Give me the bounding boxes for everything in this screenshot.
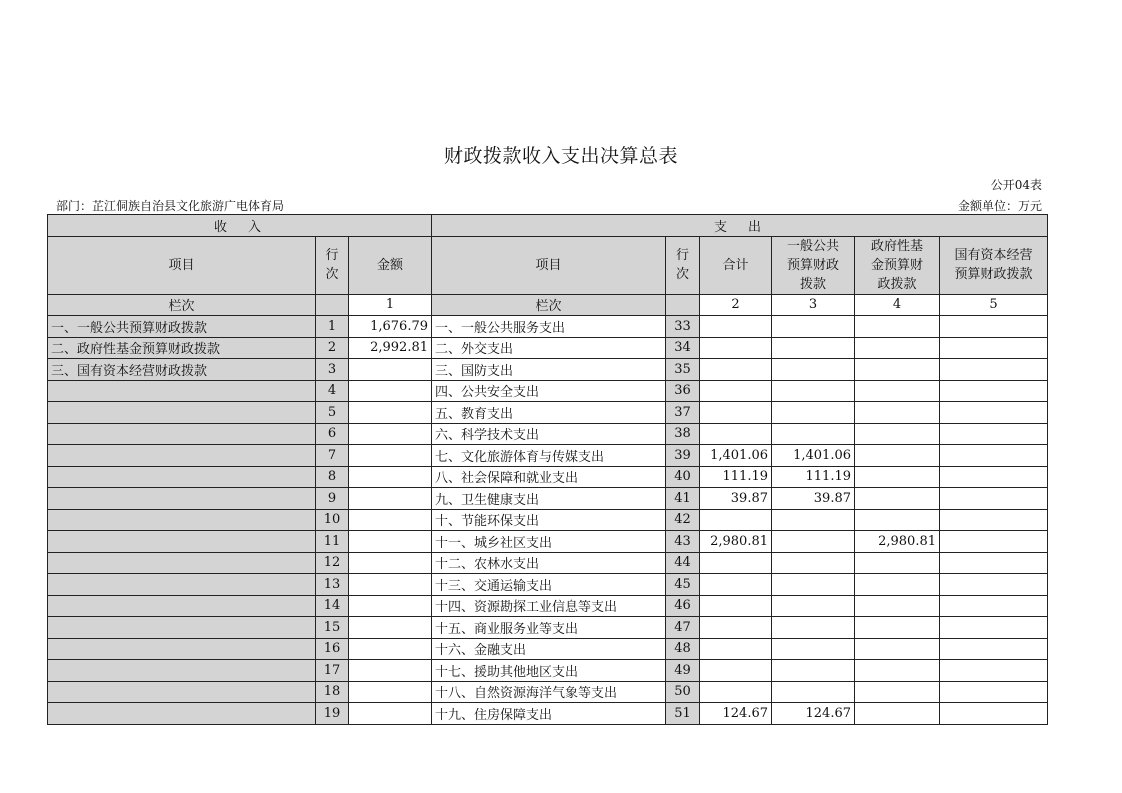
expense-rowno-cell: 41 xyxy=(666,488,700,510)
gov-fund-cell xyxy=(855,595,940,617)
general-budget-cell xyxy=(772,316,855,338)
state-capital-cell xyxy=(940,359,1048,381)
income-item-cell xyxy=(48,638,316,660)
table-row xyxy=(48,380,1048,402)
expense-rowno-header xyxy=(666,236,700,294)
income-rowno-cell: 4 xyxy=(316,380,349,402)
income-rowno-cell: 3 xyxy=(316,359,349,381)
expense-item-cell: 七、文化旅游体育与传媒支出 xyxy=(432,445,666,467)
general-budget-cell xyxy=(772,509,855,531)
expense-rowno-cell: 48 xyxy=(666,638,700,660)
state-capital-cell xyxy=(940,509,1048,531)
income-rowno-cell: 6 xyxy=(316,423,349,445)
income-item-cell xyxy=(48,617,316,639)
income-item-cell: 二、政府性基金预算财政拨款 xyxy=(48,337,316,359)
expense-item-cell: 十四、资源勘探工业信息等支出 xyxy=(432,595,666,617)
expense-rowno-cell: 51 xyxy=(666,703,700,725)
general-budget-cell: 1,401.06 xyxy=(772,445,855,467)
income-rowno-cell: 9 xyxy=(316,488,349,510)
expense-item-cell: 一、一般公共服务支出 xyxy=(432,316,666,338)
expense-rowno-cell: 38 xyxy=(666,423,700,445)
gov-fund-cell xyxy=(855,681,940,703)
state-capital-cell xyxy=(940,681,1048,703)
total-cell xyxy=(700,660,772,682)
income-rowno-cell: 19 xyxy=(316,703,349,725)
state-capital-cell xyxy=(940,380,1048,402)
general-budget-cell xyxy=(772,574,855,596)
expense-rowno-cell: 44 xyxy=(666,552,700,574)
state-capital-cell xyxy=(940,423,1048,445)
general-budget-cell xyxy=(772,617,855,639)
income-amount-cell xyxy=(349,445,432,467)
income-amount-cell xyxy=(349,681,432,703)
expense-item-cell: 三、国防支出 xyxy=(432,359,666,381)
col-number-3: 3 xyxy=(772,294,855,316)
income-item-cell xyxy=(48,423,316,445)
gov-fund-cell xyxy=(855,660,940,682)
expense-rowno-cell: 40 xyxy=(666,466,700,488)
table-row xyxy=(48,488,1048,510)
income-amount-cell xyxy=(349,466,432,488)
expense-rowno-cell: 46 xyxy=(666,595,700,617)
expense-rowno-cell: 33 xyxy=(666,316,700,338)
total-cell xyxy=(700,359,772,381)
total-cell: 1,401.06 xyxy=(700,445,772,467)
income-item-cell xyxy=(48,488,316,510)
income-item-cell xyxy=(48,681,316,703)
income-item-cell xyxy=(48,531,316,553)
general-budget-text: 一般公共预算财政拨款 xyxy=(786,238,839,292)
total-cell: 124.67 xyxy=(700,703,772,725)
total-header: 合计 xyxy=(700,236,772,294)
expense-item-cell: 四、公共安全支出 xyxy=(432,380,666,402)
expense-rowno-cell: 50 xyxy=(666,681,700,703)
expense-item-cell: 十二、农林水支出 xyxy=(432,552,666,574)
state-capital-cell xyxy=(940,660,1048,682)
state-capital-cell xyxy=(940,316,1048,338)
expense-item-cell: 九、卫生健康支出 xyxy=(432,488,666,510)
header-row-column-numbers xyxy=(48,294,1048,316)
income-item-cell xyxy=(48,445,316,467)
income-amount-cell xyxy=(349,552,432,574)
total-cell xyxy=(700,423,772,445)
gov-fund-cell xyxy=(855,423,940,445)
total-cell xyxy=(700,681,772,703)
total-cell: 2,980.81 xyxy=(700,531,772,553)
income-amount-cell xyxy=(349,402,432,424)
income-amount-cell xyxy=(349,660,432,682)
total-cell xyxy=(700,574,772,596)
income-rowno-cell: 12 xyxy=(316,552,349,574)
income-rowno-cell: 5 xyxy=(316,402,349,424)
expense-item-cell: 八、社会保障和就业支出 xyxy=(432,466,666,488)
income-rowno-cell: 15 xyxy=(316,617,349,639)
gov-fund-cell xyxy=(855,402,940,424)
gov-fund-cell xyxy=(855,617,940,639)
total-cell xyxy=(700,638,772,660)
income-amount-cell xyxy=(349,380,432,402)
gov-fund-cell xyxy=(855,703,940,725)
state-capital-cell xyxy=(940,402,1048,424)
table-row xyxy=(48,638,1048,660)
general-budget-header xyxy=(772,236,855,294)
table-row xyxy=(48,660,1048,682)
gov-fund-cell: 2,980.81 xyxy=(855,531,940,553)
total-cell xyxy=(700,337,772,359)
expense-header: 支 出 xyxy=(432,215,1048,237)
expense-rowno-cell: 45 xyxy=(666,574,700,596)
total-cell xyxy=(700,380,772,402)
total-cell xyxy=(700,402,772,424)
col-number-2: 2 xyxy=(700,294,772,316)
expense-rowno-cell: 36 xyxy=(666,380,700,402)
gov-fund-cell xyxy=(855,380,940,402)
gov-fund-cell xyxy=(855,509,940,531)
general-budget-cell xyxy=(772,531,855,553)
expense-item-cell: 二、外交支出 xyxy=(432,337,666,359)
expense-rowno-cell: 37 xyxy=(666,402,700,424)
table-row xyxy=(48,703,1048,725)
income-item-cell xyxy=(48,552,316,574)
expense-item-cell: 十五、商业服务业等支出 xyxy=(432,617,666,639)
income-rowno-cell: 8 xyxy=(316,466,349,488)
unit-label: 金额单位：万元 xyxy=(957,199,1042,213)
income-rowno-cell: 11 xyxy=(316,531,349,553)
expense-item-cell: 十八、自然资源海洋气象等支出 xyxy=(432,681,666,703)
income-amount-cell xyxy=(349,488,432,510)
table-row xyxy=(48,359,1048,381)
total-cell xyxy=(700,617,772,639)
expense-rowno-cell: 39 xyxy=(666,445,700,467)
income-rowno-cell: 16 xyxy=(316,638,349,660)
table-row xyxy=(48,445,1048,467)
income-amount-cell xyxy=(349,509,432,531)
state-capital-cell xyxy=(940,638,1048,660)
income-amount-cell xyxy=(349,359,432,381)
state-capital-cell xyxy=(940,488,1048,510)
expense-item-cell: 十三、交通运输支出 xyxy=(432,574,666,596)
gov-fund-cell xyxy=(855,574,940,596)
general-budget-cell xyxy=(772,638,855,660)
income-rowno-cell: 14 xyxy=(316,595,349,617)
income-amount-cell xyxy=(349,423,432,445)
gov-fund-text: 政府性基金预算财政拨款 xyxy=(870,238,923,292)
income-item-cell xyxy=(48,402,316,424)
table-row xyxy=(48,423,1048,445)
income-item-cell xyxy=(48,660,316,682)
general-budget-cell xyxy=(772,552,855,574)
gov-fund-cell xyxy=(855,488,940,510)
income-amount-cell xyxy=(349,638,432,660)
general-budget-cell xyxy=(772,595,855,617)
income-rowno-cell: 7 xyxy=(316,445,349,467)
income-item-cell xyxy=(48,703,316,725)
state-capital-cell xyxy=(940,595,1048,617)
department-label: 部门：芷江侗族自治县文化旅游广电体育局 xyxy=(56,199,285,213)
expense-item-cell: 五、教育支出 xyxy=(432,402,666,424)
income-amount-cell xyxy=(349,574,432,596)
income-header: 收 入 xyxy=(48,215,432,237)
income-rowno-cell: 13 xyxy=(316,574,349,596)
expense-item-cell: 十、节能环保支出 xyxy=(432,509,666,531)
total-cell xyxy=(700,316,772,338)
expense-column-blank xyxy=(666,294,700,316)
general-budget-cell xyxy=(772,423,855,445)
col-number-5: 5 xyxy=(940,294,1048,316)
general-budget-cell xyxy=(772,681,855,703)
income-item-cell xyxy=(48,380,316,402)
table-row xyxy=(48,552,1048,574)
table-row xyxy=(48,316,1048,338)
income-rowno-header xyxy=(316,236,349,294)
general-budget-cell: 39.87 xyxy=(772,488,855,510)
state-capital-cell xyxy=(940,337,1048,359)
table-row xyxy=(48,509,1048,531)
income-column-blank xyxy=(316,294,349,316)
income-column-label: 栏次 xyxy=(48,294,316,316)
expense-item-cell: 十九、住房保障支出 xyxy=(432,703,666,725)
income-amount-header: 金额 xyxy=(349,236,432,294)
expense-item-cell: 十七、援助其他地区支出 xyxy=(432,660,666,682)
expense-column-label: 栏次 xyxy=(432,294,666,316)
income-item-cell xyxy=(48,574,316,596)
income-rowno-cell: 18 xyxy=(316,681,349,703)
gov-fund-cell xyxy=(855,316,940,338)
total-cell xyxy=(700,595,772,617)
table-code: 公开04表 xyxy=(990,178,1042,192)
general-budget-cell xyxy=(772,380,855,402)
col-number-4: 4 xyxy=(855,294,940,316)
income-amount-cell xyxy=(349,617,432,639)
income-rowno-cell: 1 xyxy=(316,316,349,338)
income-rowno-cell: 2 xyxy=(316,337,349,359)
gov-fund-cell xyxy=(855,337,940,359)
general-budget-cell xyxy=(772,359,855,381)
table-row xyxy=(48,531,1048,553)
header-row-columns xyxy=(48,236,1048,294)
expense-item-header: 项目 xyxy=(432,236,666,294)
state-capital-cell xyxy=(940,531,1048,553)
table-row xyxy=(48,402,1048,424)
gov-fund-cell xyxy=(855,359,940,381)
expense-item-cell: 十一、城乡社区支出 xyxy=(432,531,666,553)
page-title: 财政拨款收入支出决算总表 xyxy=(443,145,678,167)
expense-rowno-cell: 42 xyxy=(666,509,700,531)
income-item-cell xyxy=(48,466,316,488)
gov-fund-cell xyxy=(855,552,940,574)
gov-fund-cell xyxy=(855,466,940,488)
table-row xyxy=(48,681,1048,703)
table-row xyxy=(48,595,1048,617)
budget-summary-table xyxy=(47,214,1048,725)
state-capital-cell xyxy=(940,445,1048,467)
income-amount-cell xyxy=(349,531,432,553)
state-capital-cell xyxy=(940,552,1048,574)
rowno-text: 行次 xyxy=(675,248,689,282)
total-cell xyxy=(700,509,772,531)
header-row-sections xyxy=(48,215,1048,237)
general-budget-cell: 111.19 xyxy=(772,466,855,488)
income-amount-cell xyxy=(349,703,432,725)
general-budget-cell: 124.67 xyxy=(772,703,855,725)
state-capital-text: 国有资本经营预算财政拨款 xyxy=(954,248,1033,282)
general-budget-cell xyxy=(772,660,855,682)
expense-item-cell: 六、科学技术支出 xyxy=(432,423,666,445)
table-row xyxy=(48,617,1048,639)
state-capital-cell xyxy=(940,574,1048,596)
income-item-cell: 三、国有资本经营财政拨款 xyxy=(48,359,316,381)
rowno-text: 行次 xyxy=(325,248,339,282)
gov-fund-header xyxy=(855,236,940,294)
income-item-cell xyxy=(48,595,316,617)
gov-fund-cell xyxy=(855,638,940,660)
expense-rowno-cell: 49 xyxy=(666,660,700,682)
table-row xyxy=(48,466,1048,488)
income-item-cell xyxy=(48,509,316,531)
income-amount-cell: 1,676.79 xyxy=(349,316,432,338)
income-amount-cell xyxy=(349,595,432,617)
table-row xyxy=(48,337,1048,359)
total-cell: 39.87 xyxy=(700,488,772,510)
expense-item-cell: 十六、金融支出 xyxy=(432,638,666,660)
income-item-cell: 一、一般公共预算财政拨款 xyxy=(48,316,316,338)
income-rowno-cell: 17 xyxy=(316,660,349,682)
state-capital-cell xyxy=(940,466,1048,488)
expense-rowno-cell: 43 xyxy=(666,531,700,553)
general-budget-cell xyxy=(772,402,855,424)
col-number-1: 1 xyxy=(349,294,432,316)
income-amount-cell: 2,992.81 xyxy=(349,337,432,359)
table-row xyxy=(48,574,1048,596)
expense-rowno-cell: 34 xyxy=(666,337,700,359)
state-capital-cell xyxy=(940,703,1048,725)
expense-rowno-cell: 35 xyxy=(666,359,700,381)
general-budget-cell xyxy=(772,337,855,359)
gov-fund-cell xyxy=(855,445,940,467)
state-capital-header xyxy=(940,236,1048,294)
total-cell: 111.19 xyxy=(700,466,772,488)
income-rowno-cell: 10 xyxy=(316,509,349,531)
income-item-header: 项目 xyxy=(48,236,316,294)
total-cell xyxy=(700,552,772,574)
state-capital-cell xyxy=(940,617,1048,639)
expense-rowno-cell: 47 xyxy=(666,617,700,639)
